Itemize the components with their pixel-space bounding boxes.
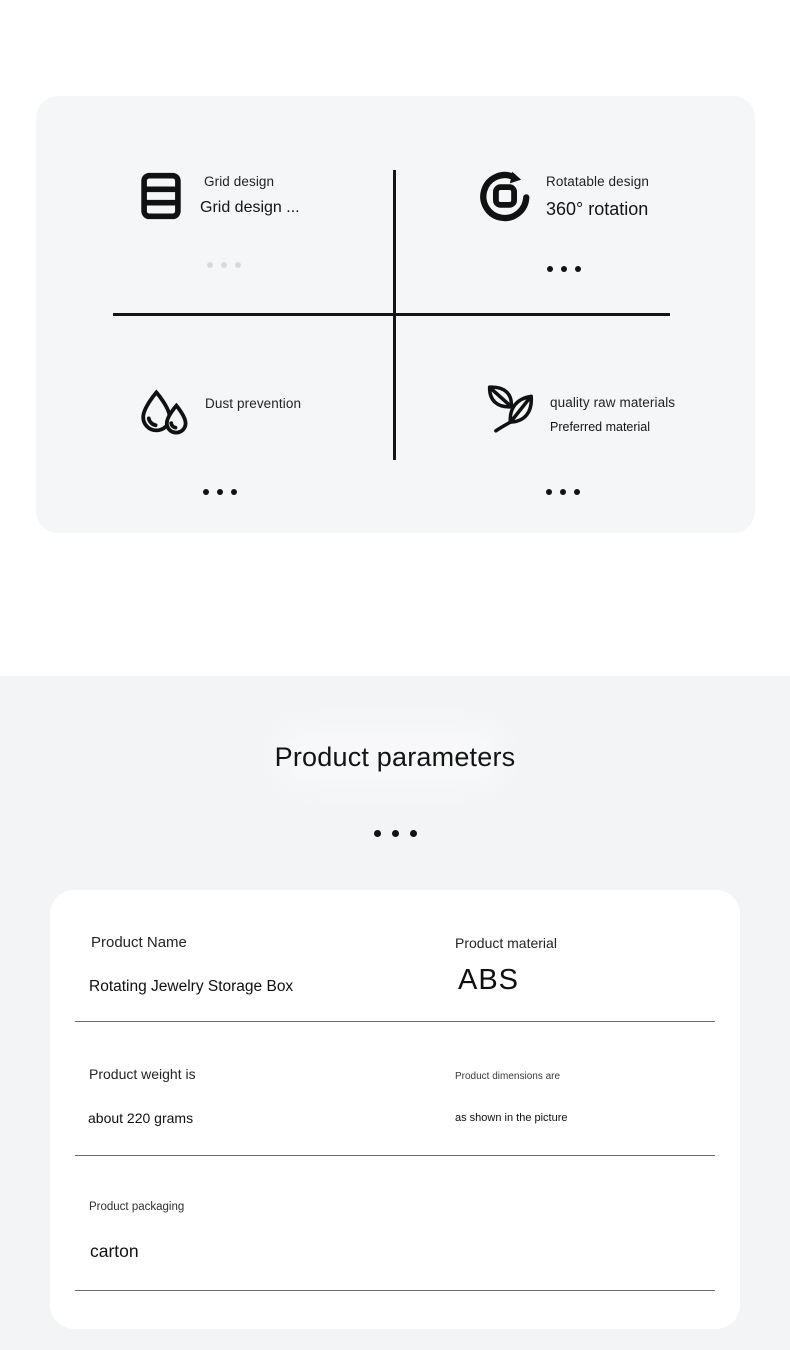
product-dimensions-label: Product dimensions are [455, 1071, 561, 1082]
row-divider [75, 1021, 715, 1022]
ellipsis-dots [203, 489, 237, 495]
feature-title: quality raw materials [550, 395, 676, 410]
feature-title: Dust prevention [205, 396, 302, 411]
feature-card [36, 96, 755, 533]
horizontal-divider-line [113, 313, 670, 316]
row-divider [75, 1290, 715, 1291]
product-name-label: Product Name [91, 934, 187, 951]
grid-icon [135, 170, 187, 227]
ellipsis-dots [547, 266, 581, 272]
feature-quality-materials [483, 383, 675, 440]
parameters-card [50, 890, 740, 1329]
product-weight-label: Product weight is [89, 1066, 196, 1082]
product-packaging-label: Product packaging [89, 1201, 185, 1213]
product-weight-value: about 220 grams [88, 1110, 194, 1126]
product-material-label: Product material [455, 935, 557, 951]
row-divider [75, 1155, 715, 1156]
water-drops-icon [138, 388, 192, 443]
product-material-value: ABS [458, 964, 520, 996]
feature-subtitle: Preferred material [550, 420, 651, 434]
ellipsis-dots [207, 262, 241, 268]
feature-grid-design [135, 170, 300, 227]
parameters-section [0, 676, 790, 1350]
rotate-icon [477, 168, 533, 229]
feature-rotatable-design [477, 168, 649, 229]
feature-title: Grid design [204, 174, 275, 189]
product-dimensions-value: as shown in the picture [455, 1112, 568, 1124]
ellipsis-dots [0, 830, 790, 837]
ellipsis-dots [546, 489, 580, 495]
product-packaging-value: carton [90, 1241, 139, 1261]
leaves-icon [483, 383, 537, 440]
feature-dust-prevention [138, 388, 301, 443]
section-title: Product parameters [274, 742, 516, 772]
feature-subtitle: Grid design ... [200, 199, 300, 216]
product-name-value: Rotating Jewelry Storage Box [89, 978, 294, 995]
feature-title: Rotatable design [546, 174, 649, 189]
feature-subtitle: 360° rotation [546, 199, 649, 219]
